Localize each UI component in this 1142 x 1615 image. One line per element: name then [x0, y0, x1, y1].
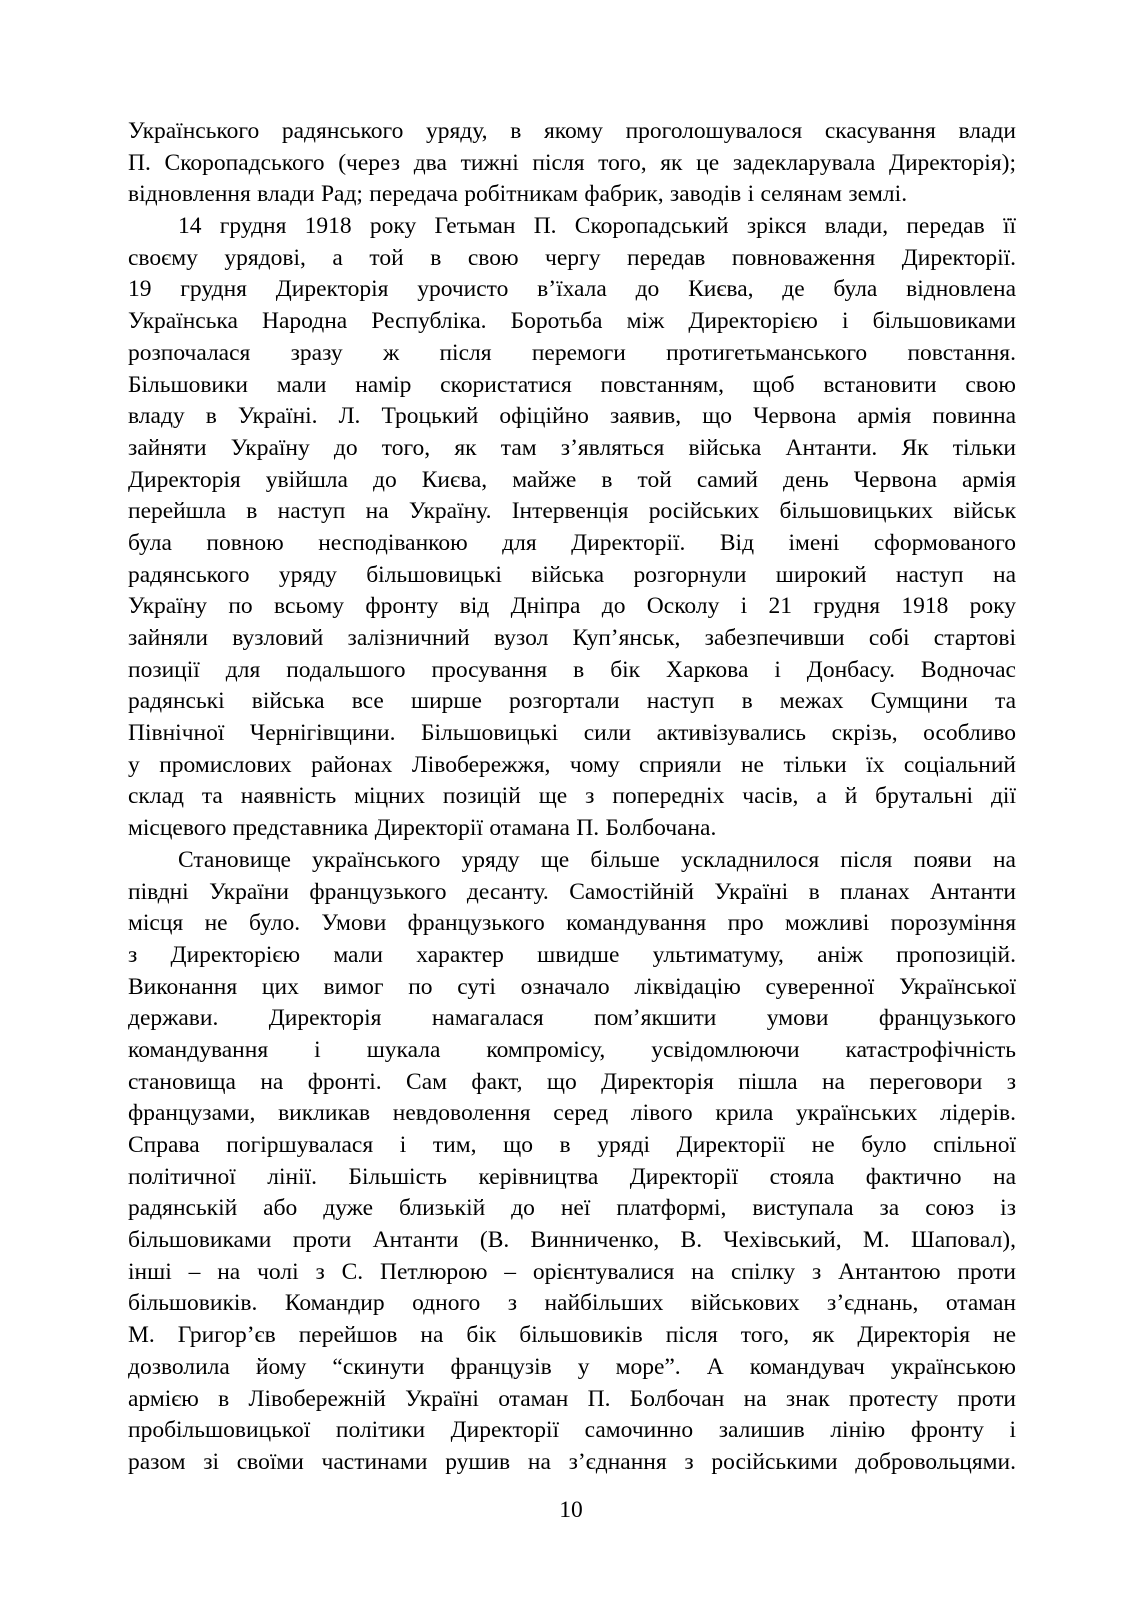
text-line: Північної Чернігівщини. Більшовицькі сили активізувались скрізь, особливо [128, 720, 1016, 747]
text-line: П. Скоропадського (через два тижні після того, як це задекларувала Директорія); [128, 149, 1016, 176]
page-number: 10 [559, 1497, 583, 1523]
text-line: відновлення влади Рад; передача робітникам фабрик, заводів і селянам землі. [128, 181, 908, 208]
text-line: перейшла в наступ на Україну. Інтервенція російських більшовицьких військ [128, 498, 1016, 525]
text-line: Українська Народна Республіка. Боротьба між Директорією і більшовиками [128, 308, 1016, 335]
text-line: з Директорією мали характер швидше ультиматуму, аніж пропозицій. [128, 941, 1016, 968]
text-line: Більшовики мали намір скористатися повстанням, щоб встановити свою [128, 371, 1016, 398]
text-line: півдні України французького десанту. Самостійній Україні в планах Антанти [128, 878, 1016, 905]
paragraph [128, 211, 1016, 845]
text-line: політичної лінії. Більшість керівництва Директорії стояла фактично на [128, 1163, 1016, 1190]
text-line: радянські війська все ширше розгортали наступ в межах Сумщини та [128, 688, 1016, 715]
text-line: дозволила йому “скинути французів у море”. А командувач українською [128, 1353, 1016, 1380]
text-line: командування і шукала компромісу, усвідомлюючи катастрофічність [128, 1036, 1016, 1063]
paragraph [128, 845, 1016, 1479]
text-line: зайняли вузловий залізничний вузол Куп’янськ, забезпечивши собі стартові [128, 625, 1016, 651]
text-line: своєму урядові, а той в свою чергу передав повноваження Директорії. [128, 244, 1016, 271]
text-line: радянській або дуже близькій до неї платформі, виступала за союз із [128, 1195, 1016, 1222]
text-line: зайняти Україну до того, як там з’являться війська Антанти. Як тільки [128, 434, 1016, 461]
text-line: більшовиків. Командир одного з найбільших військових з’єднань, отаман [128, 1290, 1016, 1317]
text-line: радянського уряду більшовицькі війська розгорнули широкий наступ на [128, 561, 1016, 588]
text-line: Директорія увійшла до Києва, майже в той самий день Червона армія [128, 466, 1016, 493]
text-line: місцевого представника Директорії отамана П. Болбочана. [128, 815, 717, 842]
paragraph [128, 116, 1016, 211]
page-footer [0, 1495, 1142, 1527]
text-line: 19 грудня Директорія урочисто в’їхала до Києва, де була відновлена [128, 276, 1016, 303]
text-line: розпочалася зразу ж після перемоги протигетьманського повстання. [128, 339, 1016, 366]
text-block [128, 116, 1016, 1479]
text-line: М. Григор’єв перейшов на бік більшовиків після того, як Директорія не [128, 1322, 1016, 1349]
text-line: Українського радянського уряду, в якому проголошувалося скасування влади [128, 118, 1016, 144]
text-line: позиції для подальшого просування в бік Харкова і Донбасу. Водночас [128, 656, 1016, 683]
text-line: армією в Лівобережній Україні отаман П. Болбочан на знак протесту проти [128, 1385, 1016, 1412]
text-line: місця не було. Умови французького командування про можливі порозуміння [128, 910, 1016, 937]
text-line: пробільшовицької політики Директорії самочинно залишив лінію фронту і [128, 1417, 1016, 1444]
text-line: Справа погіршувалася і тим, що в уряді Директорії не було спільної [128, 1132, 1016, 1158]
text-line: склад та наявність міцних позицій ще з попередніх часів, а й брутальні дії [128, 783, 1016, 810]
text-line: Становище українського уряду ще більше ускладнилося після появи на [178, 846, 1016, 873]
text-line: владу в Україні. Л. Троцький офіційно заявив, що Червона армія повинна [128, 403, 1016, 430]
text-line: разом зі своїми частинами рушив на з’єднання з російськими добровольцями. [128, 1448, 1016, 1475]
text-line: більшовиками проти Антанти (В. Винниченко, В. Чехівський, М. Шаповал), [128, 1227, 1016, 1254]
text-line: становища на фронті. Сам факт, що Директорія пішла на переговори з [128, 1068, 1016, 1095]
text-line: у промислових районах Лівобережжя, чому сприяли не тільки їх соціальний [128, 751, 1016, 778]
text-line: французами, викликав невдоволення серед лівого крила українських лідерів. [128, 1100, 1016, 1127]
text-line: 14 грудня 1918 року Гетьман П. Скоропадський зрікся влади, передав її [178, 213, 1016, 240]
text-line: інші – на чолі з С. Петлюрою – орієнтувалися на спілку з Антантою проти [128, 1258, 1016, 1285]
text-line: Україну по всьому фронту від Дніпра до Осколу і 21 грудня 1918 року [128, 593, 1016, 620]
text-line: була повною несподіванкою для Директорії. Від імені сформованого [128, 529, 1016, 556]
text-line: Виконання цих вимог по суті означало ліквідацію суверенної Української [128, 973, 1016, 1000]
text-line: держави. Директорія намагалася пом’якшити умови французького [128, 1005, 1016, 1032]
